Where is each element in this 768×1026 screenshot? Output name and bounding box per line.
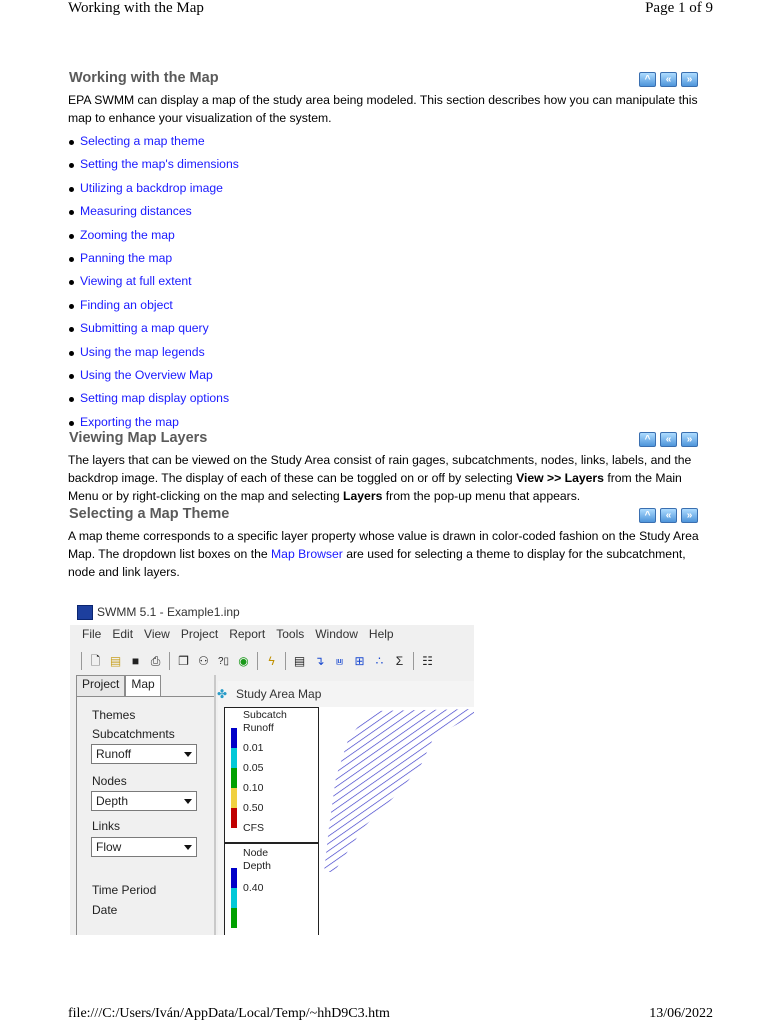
menu-edit[interactable]: Edit [112, 627, 134, 641]
nav-prev-button[interactable]: « [660, 432, 677, 447]
intro-paragraph: EPA SWMM can display a map of the study area being modeled. This section describes how you can manipulate this map to enhance your visualization of the system. [68, 93, 698, 125]
section-title-working-with-map: Working with the Map [69, 70, 219, 86]
link-map-dimensions[interactable]: Setting the map's dimensions [80, 157, 239, 172]
topic-link-list [68, 133, 239, 437]
print-icon[interactable]: ⎙ [150, 653, 161, 668]
profile-plot-icon[interactable]: ↴ [314, 653, 325, 668]
node-theme-select[interactable] [91, 791, 197, 811]
legend-swatch [231, 868, 237, 888]
footer-file-path: file:///C:/Users/Iván/AppData/Local/Temp/~hhD9C3.htm [68, 1006, 390, 1021]
menu-bar [70, 627, 474, 647]
link-overview-map[interactable]: Using the Overview Map [80, 367, 213, 382]
find-icon[interactable]: ⚇ [198, 653, 209, 668]
nodes-label: Nodes [92, 774, 127, 788]
page-header [68, 0, 713, 22]
view-layers-menu-path: View >> Layers [516, 470, 604, 485]
list-item [68, 320, 239, 343]
links-label: Links [92, 819, 121, 833]
theme-text: A map theme corresponds to a specific layer property whose value is drawn in color-coded fashion on the Study Area Map. The dropdown list boxes on the [68, 529, 699, 561]
map-window-icon: ✤ [217, 687, 228, 701]
list-item [68, 250, 239, 273]
save-icon[interactable]: ■ [131, 653, 140, 668]
list-item [68, 133, 239, 156]
menu-report[interactable]: Report [229, 627, 266, 641]
legend-value: 0.50 [243, 802, 264, 814]
overview-map-icon[interactable]: ◉ [238, 653, 249, 668]
link-map-legends[interactable]: Using the map legends [80, 344, 205, 359]
map-browser-link[interactable]: Map Browser [271, 546, 343, 561]
layers-text: The layers that can be viewed on the Study Area consist of rain gages, subcatchments, nodes, links, labels, and the backdrop image. The display of each of these can be toggled on or off by selecting [68, 453, 692, 485]
query-icon[interactable]: ?▯ [217, 655, 230, 667]
map-window-title: Study Area Map [236, 687, 322, 701]
legend-value: 0.01 [243, 742, 264, 754]
table-icon[interactable]: ⊞ [354, 653, 365, 668]
menu-view[interactable]: View [144, 627, 170, 641]
subcatchment-hatched-area [324, 707, 474, 872]
toolbar-grip [81, 652, 82, 670]
toolbar [76, 649, 474, 673]
swmm-screenshot [70, 597, 474, 935]
nav-next-button[interactable]: » [681, 432, 698, 447]
header-page-number: Page 1 of 9 [645, 0, 713, 16]
list-item [68, 227, 239, 250]
link-full-extent[interactable]: Viewing at full extent [80, 274, 192, 289]
toolbar-separator [257, 652, 258, 670]
legend-swatch [231, 808, 237, 828]
list-item [68, 390, 239, 413]
nav-top-button[interactable]: ^ [639, 508, 656, 523]
run-simulation-icon[interactable]: ϟ [268, 653, 275, 668]
window-titlebar [70, 597, 474, 625]
link-finding-object[interactable]: Finding an object [80, 297, 173, 312]
theme-text: are used for selecting a theme to display for the subcatchment, node and link layers. [68, 546, 686, 579]
link-panning[interactable]: Panning the map [80, 250, 173, 265]
link-backdrop-image[interactable]: Utilizing a backdrop image [80, 180, 223, 195]
header-title: Working with the Map [68, 0, 204, 16]
browser-tabs [76, 675, 161, 697]
subcatchment-theme-select[interactable] [91, 744, 197, 764]
open-folder-icon[interactable]: ▤ [109, 653, 122, 668]
list-item [68, 203, 239, 226]
nav-prev-button[interactable]: « [660, 508, 677, 523]
chevron-down-icon [184, 752, 192, 757]
time-period-label: Time Period [92, 883, 157, 897]
menu-tools[interactable]: Tools [276, 627, 305, 641]
legend-title: Node [243, 847, 269, 859]
footer-date: 13/06/2022 [649, 1006, 713, 1021]
list-item [68, 273, 239, 296]
tab-project[interactable]: Project [76, 675, 125, 697]
study-area-map-window [218, 681, 474, 935]
legend-title: Subcatch [243, 709, 287, 721]
list-item [68, 180, 239, 203]
subcatchments-label: Subcatchments [92, 727, 175, 741]
legend-swatch [231, 768, 237, 788]
nav-top-button[interactable]: ^ [639, 72, 656, 87]
list-item [68, 297, 239, 320]
layers-menu-item: Layers [343, 488, 383, 503]
legend-units: CFS [243, 822, 264, 834]
legend-value: 0.10 [243, 782, 264, 794]
themes-label: Themes [92, 708, 136, 722]
new-file-icon[interactable]: 🗋 [90, 653, 101, 668]
legend-subtitle: Runoff [243, 722, 274, 734]
list-item [68, 344, 239, 367]
nav-buttons-3 [639, 508, 698, 523]
legend-swatch [231, 728, 237, 748]
copy-icon[interactable]: ❐ [178, 653, 189, 668]
link-zooming[interactable]: Zooming the map [80, 227, 175, 242]
layers-text: from the Main Menu or by right-clicking on the map and selecting [68, 470, 682, 503]
menu-project[interactable]: Project [180, 627, 219, 641]
legend-swatch [231, 908, 237, 928]
chevron-down-icon [184, 799, 192, 804]
section-title-viewing-layers: Viewing Map Layers [69, 430, 208, 446]
page-footer [68, 1006, 713, 1026]
panel-splitter[interactable] [214, 675, 216, 935]
section-title-map-theme: Selecting a Map Theme [69, 506, 230, 522]
link-selecting-map-theme[interactable]: Selecting a map theme [80, 134, 205, 148]
swmm-app-icon [77, 605, 93, 620]
time-series-plot-icon[interactable]: ⩏ [336, 653, 343, 668]
menu-window[interactable]: Window [315, 627, 358, 641]
link-display-options[interactable]: Setting map display options [80, 391, 230, 406]
menu-file[interactable]: File [82, 627, 102, 641]
link-map-query[interactable]: Submitting a map query [80, 321, 209, 336]
toolbar-separator [169, 652, 170, 670]
date-label: Date [92, 903, 118, 917]
legend-value: 0.05 [243, 762, 264, 774]
toolbar-separator [413, 652, 414, 670]
map-theme-paragraph [68, 528, 704, 581]
toolbar-separator [285, 652, 286, 670]
report-status-icon[interactable]: ▤ [293, 653, 306, 668]
chevron-down-icon [184, 845, 192, 850]
node-theme-value: Depth [96, 794, 129, 808]
subcatchment-theme-value: Runoff [96, 747, 132, 761]
window-title: SWMM 5.1 - Example1.inp [97, 605, 240, 619]
legend-subtitle: Depth [243, 860, 272, 872]
layers-text: from the pop-up menu that appears. [382, 488, 581, 503]
nav-buttons-2 [639, 432, 698, 447]
list-item [68, 156, 239, 179]
legend-swatch [231, 748, 237, 768]
list-item [68, 367, 239, 390]
nav-next-button[interactable]: » [681, 508, 698, 523]
node-legend[interactable] [224, 843, 319, 935]
nav-buttons-1 [639, 72, 698, 87]
subcatchment-legend[interactable] [224, 707, 319, 843]
link-theme-select[interactable] [91, 837, 197, 857]
legend-swatch [231, 888, 237, 908]
legend-value: 0.40 [243, 882, 264, 894]
nav-next-button[interactable]: » [681, 72, 698, 87]
scatter-plot-icon[interactable]: ∴ [375, 653, 384, 668]
statistics-icon[interactable]: Σ [395, 653, 404, 668]
nav-top-button[interactable]: ^ [639, 432, 656, 447]
link-measuring-distances[interactable]: Measuring distances [80, 204, 192, 219]
map-browser-panel [76, 696, 215, 935]
tab-map[interactable]: Map [125, 675, 160, 697]
map-canvas[interactable] [224, 707, 474, 935]
layers-paragraph [68, 452, 704, 505]
link-theme-value: Flow [96, 840, 122, 854]
options-icon[interactable]: ☷ [422, 653, 433, 668]
link-exporting-map[interactable]: Exporting the map [80, 414, 179, 429]
legend-swatch [231, 788, 237, 808]
menu-help[interactable]: Help [368, 627, 394, 641]
nav-prev-button[interactable]: « [660, 72, 677, 87]
